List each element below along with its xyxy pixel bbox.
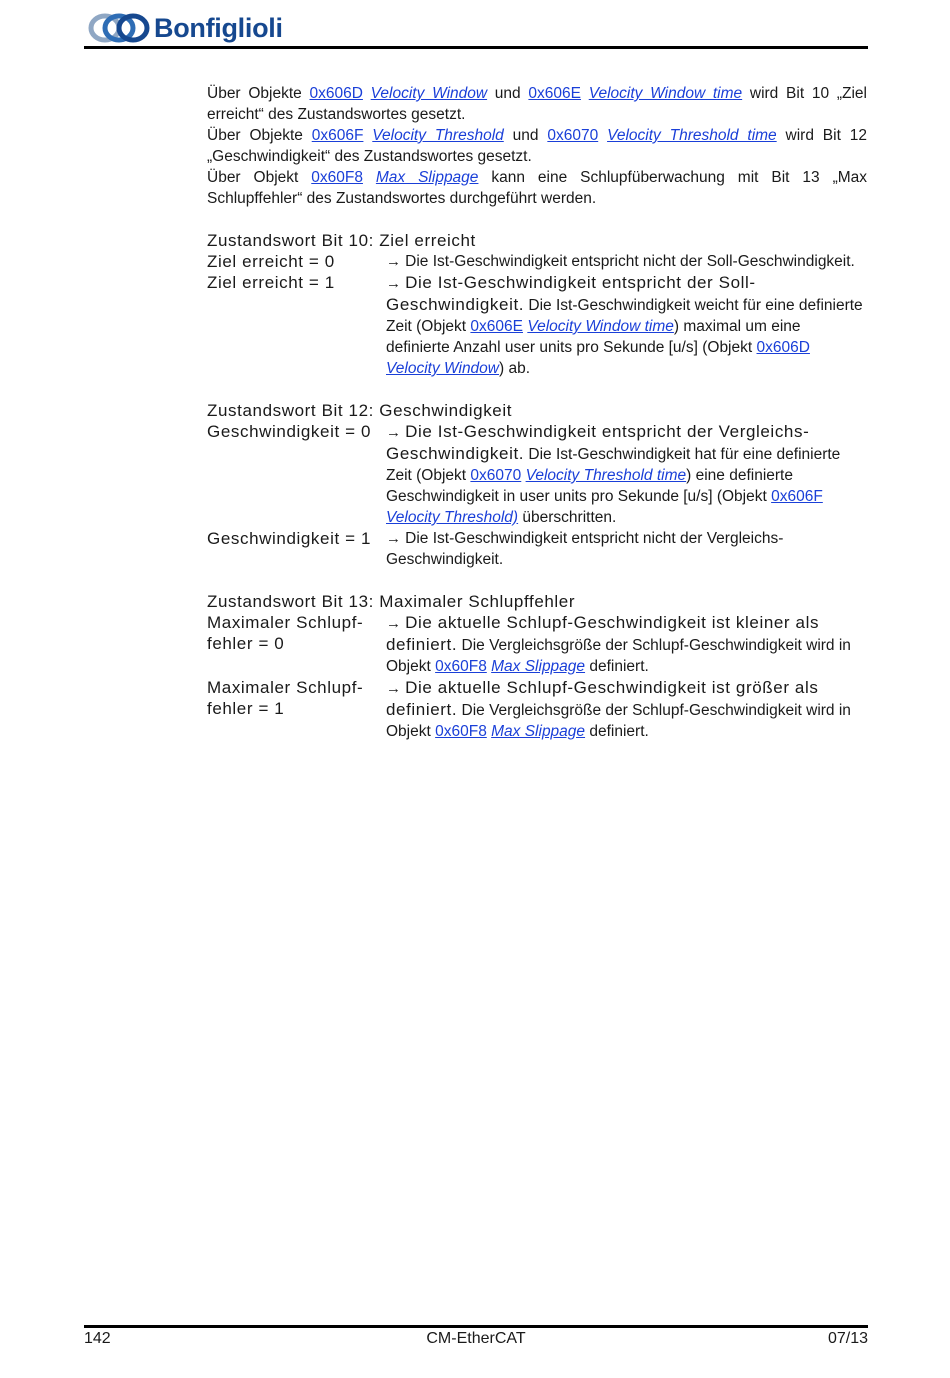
text-run [581, 85, 589, 102]
brand-logo-icon [88, 12, 150, 44]
object-index-link[interactable]: 0x606D [309, 85, 363, 102]
text-run: kann eine Schlupfüberwachung mit Bit 13 „Max Schlupffehler“ des Zustandswortes durchgeführt werden. [207, 169, 868, 207]
object-index-link[interactable]: 0x6070 [547, 127, 599, 144]
definition-description [386, 421, 867, 528]
object-index-link[interactable]: 0x606F [771, 488, 823, 505]
arrow-right-icon: → [386, 424, 406, 441]
page-footer [84, 1328, 868, 1352]
arrow-right-icon: → [386, 530, 406, 547]
text-run [363, 127, 372, 144]
intro-paragraph [207, 83, 867, 125]
header-rule [84, 46, 868, 49]
definition-description [386, 612, 867, 677]
text-run: Über Objekte [207, 85, 310, 102]
text-run: Über Objekte [207, 127, 312, 144]
object-name-link[interactable]: Max Slippage [491, 723, 586, 740]
text-run: ) eine definierte Geschwindigkeit in user units pro Sekunde [u/s] (Objekt [386, 467, 793, 505]
arrow-right-icon: → [386, 615, 406, 632]
text-run: Die Vergleichsgröße der Schlupf-Geschwindigkeit wird in Objekt [386, 637, 851, 675]
object-index-link[interactable]: 0x60F8 [311, 169, 363, 186]
object-index-link[interactable]: 0x60F8 [435, 723, 487, 740]
definition-row [207, 421, 867, 528]
definition-term: Maximaler Schlupf-fehler = 1 [207, 678, 364, 718]
status-statement: Die aktuelle Schlupf-Geschwindigkeit ist kleiner als definiert. [386, 613, 820, 654]
object-index-link[interactable]: 0x606E [470, 318, 523, 335]
section-spacer [207, 570, 867, 591]
text-run: Die Vergleichsgröße der Schlupf-Geschwindigkeit wird in Objekt [386, 702, 851, 740]
section-title: Zustandswort Bit 10: Ziel erreicht [207, 231, 476, 250]
document-body [207, 83, 867, 742]
text-run [363, 169, 376, 186]
page-header [84, 10, 868, 48]
status-statement: Die aktuelle Schlupf-Geschwindigkeit ist größer als definiert. [386, 678, 819, 719]
object-name-link[interactable]: Velocity Threshold) [386, 509, 519, 526]
text-run: ) maximal um eine definierte Anzahl user units pro Sekunde [u/s] (Objekt [386, 318, 801, 356]
object-name-link[interactable]: Velocity Window time [588, 85, 743, 102]
definition-description [386, 272, 867, 379]
object-index-link[interactable]: 0x60F8 [435, 658, 487, 675]
text-run: Die Ist-Geschwindigkeit entspricht nicht der Soll-Geschwindigkeit. [405, 253, 855, 270]
object-name-link[interactable]: Max Slippage [491, 658, 586, 675]
text-run: wird Bit 10 „Ziel erreicht“ des Zustandswortes gesetzt. [207, 85, 867, 123]
text-run: ) ab. [499, 360, 531, 377]
definition-description [386, 528, 867, 570]
section-title: Zustandswort Bit 12: Geschwindigkeit [207, 401, 513, 420]
definition-row [207, 612, 867, 677]
arrow-right-icon: → [386, 680, 406, 697]
definition-description [386, 251, 867, 272]
text-run [363, 85, 371, 102]
object-name-link[interactable]: Velocity Threshold time [525, 467, 687, 484]
object-name-link[interactable]: Velocity Window time [527, 318, 674, 335]
object-name-link[interactable]: Velocity Threshold [372, 127, 504, 144]
definition-term: Ziel erreicht = 1 [207, 273, 335, 292]
definition-row [207, 677, 867, 742]
text-run: und [503, 127, 548, 144]
object-name-link[interactable]: Velocity Window [386, 360, 499, 377]
object-index-link[interactable]: 0x606D [756, 339, 810, 356]
intro-paragraph [207, 167, 867, 209]
section-spacer [207, 379, 867, 400]
text-run: Die Ist-Geschwindigkeit entspricht nicht der Vergleichs-Geschwindigkeit. [386, 530, 784, 568]
object-index-link[interactable]: 0x606F [311, 127, 364, 144]
brand-logo [88, 12, 283, 44]
definition-row [207, 528, 867, 570]
text-run: überschritten. [518, 509, 617, 526]
definition-term: Geschwindigkeit = 1 [207, 529, 372, 548]
text-run: Die Ist-Geschwindigkeit weicht für eine definierte Zeit (Objekt [386, 297, 863, 335]
section-title: Zustandswort Bit 13: Maximaler Schlupffehler [207, 592, 576, 611]
status-statement: Die Ist-Geschwindigkeit entspricht der Vergleichs-Geschwindigkeit. [386, 422, 810, 463]
definition-term: Ziel erreicht = 0 [207, 252, 335, 271]
text-run: Die Ist-Geschwindigkeit hat für eine definierte Zeit (Objekt [386, 446, 841, 484]
object-index-link[interactable]: 0x606E [528, 85, 581, 102]
object-name-link[interactable]: Max Slippage [375, 169, 479, 186]
definition-term: Maximaler Schlupf-fehler = 0 [207, 613, 364, 653]
arrow-right-icon: → [386, 253, 406, 270]
text-run: definiert. [585, 723, 649, 740]
status-statement: Die Ist-Geschwindigkeit entspricht der Soll-Geschwindigkeit. [386, 273, 756, 314]
text-run [598, 127, 607, 144]
text-run: und [487, 85, 529, 102]
document-title: CM-EtherCAT [426, 1330, 526, 1347]
text-run: definiert. [585, 658, 649, 675]
definition-row [207, 251, 867, 272]
brand-name: Bonfiglioli [154, 12, 283, 43]
page-number: 142 [84, 1330, 111, 1347]
intro-paragraph [207, 125, 867, 167]
definition-row [207, 272, 867, 379]
section-spacer [207, 209, 867, 230]
definition-description [386, 677, 867, 742]
object-name-link[interactable]: Velocity Window [370, 85, 488, 102]
text-run: wird Bit 12 „Geschwindigkeit“ des Zustandswortes gesetzt. [207, 127, 867, 165]
object-name-link[interactable]: Velocity Threshold time [607, 127, 777, 144]
object-index-link[interactable]: 0x6070 [470, 467, 522, 484]
arrow-right-icon: → [386, 275, 406, 292]
document-date: 07/13 [827, 1330, 868, 1347]
definition-term: Geschwindigkeit = 0 [207, 422, 372, 441]
text-run: Über Objekt [207, 169, 312, 186]
